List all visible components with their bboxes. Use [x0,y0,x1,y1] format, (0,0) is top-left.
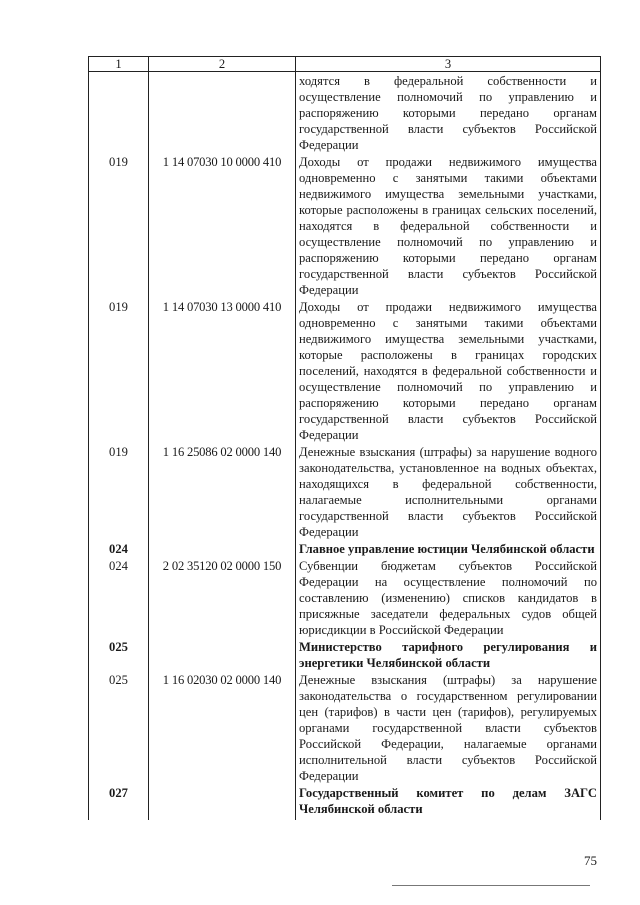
revenue-description-cell: ходятся в федеральной собственности и осуществление полномочий по управлению и распоряжению которыми передано органам государственной власти субъектов Российской Федерации [296,72,601,154]
table-section-row [89,540,601,557]
column-header-1: 1 [89,57,149,72]
admin-code-cell: 019 [89,153,149,298]
budget-classification-code-cell [149,638,296,671]
table-body [89,72,601,821]
table-section-row [89,638,601,671]
budget-classification-code-cell: 1 14 07030 10 0000 410 [149,153,296,298]
revenue-description-cell: Доходы от продажи недвижимого имущества одновременно с занятыми такими объектами недвижимого имущества земельными участками, которые расположены в границах сельских поселений, находятся в федеральной собственности и осуществление полномочий по управлению и распоряжению которыми передано органам государственной власти субъектов Российской Федерации [296,153,601,298]
admin-code-cell: 027 [89,784,149,820]
budget-classification-code-cell: 1 16 25086 02 0000 140 [149,443,296,540]
revenue-description-cell: Государственный комитет по делам ЗАГС Челябинской области [296,784,601,820]
table-header-row [89,57,601,72]
admin-code-cell: 019 [89,443,149,540]
budget-classification-code-cell: 2 02 35120 02 0000 150 [149,557,296,638]
budget-classification-code-cell [149,72,296,154]
admin-code-cell: 025 [89,638,149,671]
admin-code-cell: 024 [89,557,149,638]
budget-classification-code-cell [149,784,296,820]
budget-classification-code-cell [149,540,296,557]
budget-codes-table [88,56,601,820]
revenue-description-cell: Денежные взыскания (штрафы) за нарушение водного законодательства, установленное на водных объектах, находящихся в федеральной собственности, налагаемые исполнительными органами государственной власти субъектов Российской Федерации [296,443,601,540]
column-header-2: 2 [149,57,296,72]
admin-code-cell: 024 [89,540,149,557]
budget-classification-code-cell: 1 14 07030 13 0000 410 [149,298,296,443]
table-row [89,298,601,443]
budget-classification-code-cell: 1 16 02030 02 0000 140 [149,671,296,784]
revenue-description-cell: Доходы от продажи недвижимого имущества одновременно с занятыми такими объектами недвижимого имущества земельными участками, которые расположены в границах городских поселений, находятся в федеральной собственности и осуществление полномочий по управлению и распоряжению которыми передано органам государственной власти субъектов Российской Федерации [296,298,601,443]
admin-code-cell: 019 [89,298,149,443]
table-section-row [89,784,601,820]
table-row [89,72,601,154]
admin-code-cell [89,72,149,154]
table-row [89,153,601,298]
revenue-description-cell: Субвенции бюджетам субъектов Российской Федерации на осуществление полномочий по составлению (изменению) списков кандидатов в присяжные заседатели федеральных судов общей юрисдикции в Российской Федерации [296,557,601,638]
footer-divider [392,885,590,886]
column-header-3: 3 [296,57,601,72]
revenue-description-cell: Денежные взыскания (штрафы) за нарушение законодательства о государственном регулировании цен (тарифов) в части цен (тарифов), регулируемых органами государственной власти субъектов Российской Федерации, налагаемые органами исполнительной власти субъектов Российской Федерации [296,671,601,784]
table-row [89,557,601,638]
admin-code-cell: 025 [89,671,149,784]
page-number: 75 [584,853,597,868]
revenue-description-cell: Министерство тарифного регулирования и энергетики Челябинской области [296,638,601,671]
table-row [89,443,601,540]
revenue-description-cell: Главное управление юстиции Челябинской области [296,540,601,557]
table-row [89,671,601,784]
